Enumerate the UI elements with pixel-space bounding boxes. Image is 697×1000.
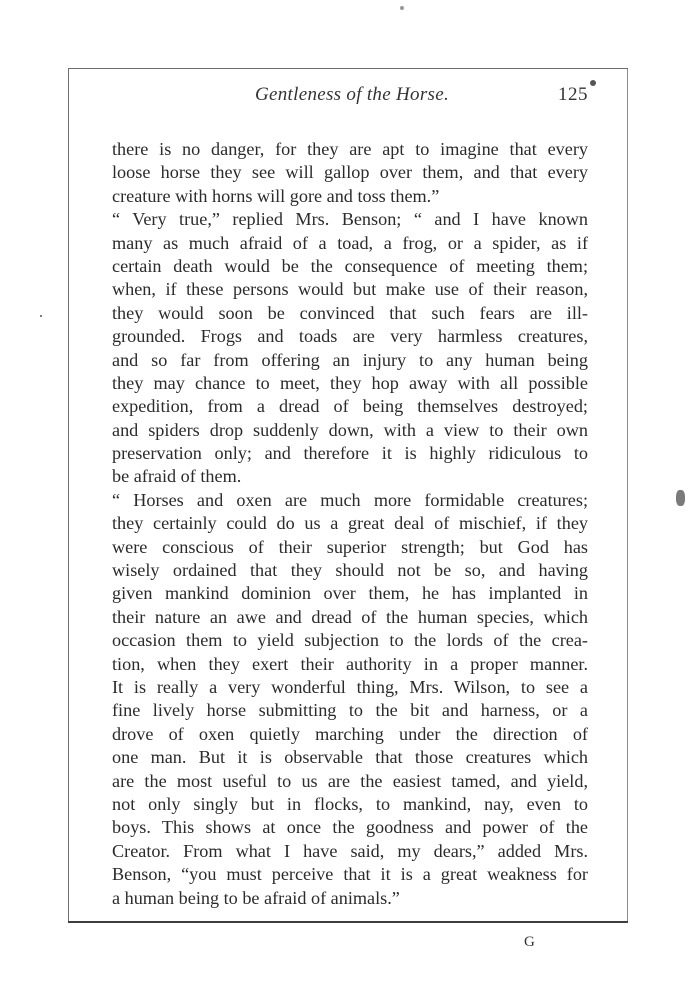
text-line: occasion them to yield subjection to the lords of the crea- [112,630,588,651]
text-line: “ Very true,” replied Mrs. Benson; “ and I have known [112,209,588,230]
text-line: fine lively horse submitting to the bit and harness, or a [112,700,588,721]
text-line: be afraid of them. [112,466,242,487]
text-line: boys. This shows at once the goodness and power of the [112,817,588,838]
text-line: given mankind dominion over them, he has implanted in [112,583,588,604]
text-line: when, if these persons would but make use of their reason, [112,279,588,300]
ink-speck [590,80,596,86]
text-line: Benson, “you must perceive that it is a great weakness for [112,864,588,885]
text-line: loose horse they see will gallop over them, and that every [112,162,588,183]
signature-mark: G [524,934,535,950]
text-line: many as much afraid of a toad, a frog, or a spider, as if [112,232,588,253]
text-line: they may chance to meet, they hop away with all possible [112,372,588,393]
text-line: not only singly but in flocks, to mankind, nay, even to [112,793,588,814]
body-text [112,138,588,910]
text-line: there is no danger, for they are apt to imagine that every [112,139,588,159]
frame-bottom-rule [68,921,628,923]
text-line: wisely ordained that they should not be so, and having [112,560,588,581]
text-line: and so far from offering an injury to any human being [112,349,588,370]
text-line: Creator. From what I have said, my dears,” added Mrs. [112,840,588,861]
ink-speck [400,6,404,10]
text-line: they would soon be convinced that such fears are ill- [112,302,588,323]
text-line: certain death would be the consequence of meeting them; [112,255,588,276]
text-line: and spiders drop suddenly down, with a view to their own [112,419,588,440]
ink-speck [40,315,42,317]
text-line: creature with horns will gore and toss them.” [112,185,440,206]
frame-top-rule [68,68,628,69]
text-line: their nature an awe and dread of the human species, which [112,606,588,627]
text-line: were conscious of their superior strength; but God has [112,536,588,557]
page-header [112,84,592,114]
text-line: “ Horses and oxen are much more formidable creatures; [112,489,588,510]
text-line: one man. But it is observable that those creatures which [112,747,588,768]
text-line: grounded. Frogs and toads are very harmless creatures, [112,326,588,347]
text-line: It is really a very wonderful thing, Mrs. Wilson, to see a [112,676,588,697]
text-line: they certainly could do us a great deal of mischief, if they [112,513,588,534]
text-line: drove of oxen quietly marching under the direction of [112,723,588,744]
text-line: a human being to be afraid of animals.” [112,887,400,908]
running-head: Gentleness of the Horse. [255,84,449,105]
page-number: 125 [558,84,588,105]
text-line: tion, when they exert their authority in a proper manner. [112,653,588,674]
text-line: expedition, from a dread of being themselves destroyed; [112,396,588,417]
text-line: preservation only; and therefore it is highly ridiculous to [112,443,588,464]
ink-speck [676,490,685,506]
text-line: are the most useful to us are the easiest tamed, and yield, [112,770,588,791]
